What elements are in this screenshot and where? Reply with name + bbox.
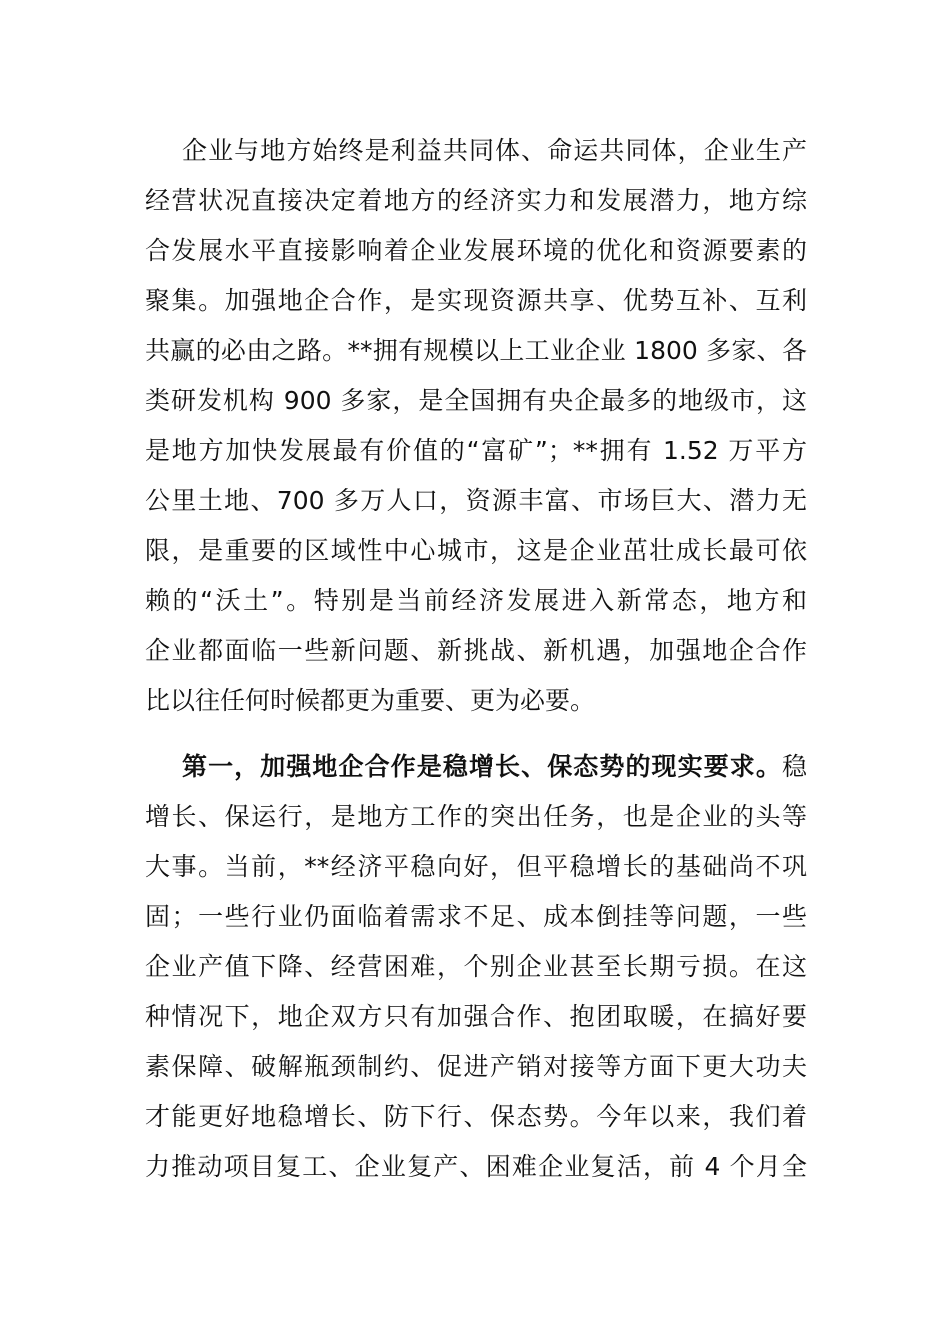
paragraph-spacer bbox=[145, 726, 807, 742]
line-continuation: 稳 bbox=[781, 752, 807, 781]
paragraph-intro bbox=[145, 126, 807, 726]
paragraph-line: 企业与地方始终是利益共同体、命运共同体，企业生产 bbox=[182, 136, 807, 165]
paragraph-line: 共赢的必由之路。**拥有规模以上工业企业 1800 多家、各 bbox=[145, 336, 807, 365]
paragraph-line: 企业都面临一些新问题、新挑战、新机遇，加强地企合作 bbox=[145, 636, 807, 665]
paragraph-line: 增长、保运行，是地方工作的突出任务，也是企业的头等 bbox=[145, 802, 807, 831]
paragraph-line: 限，是重要的区域性中心城市，这是企业茁壮成长最可依 bbox=[145, 536, 807, 565]
paragraph-line: 比以往任何时候都更为重要、更为必要。 bbox=[145, 686, 596, 715]
paragraph-line: 公里土地、700 多万人口，资源丰富、市场巨大、潜力无 bbox=[145, 486, 807, 515]
paragraph-line: 赖的“沃土”。特别是当前经济发展进入新常态，地方和 bbox=[145, 586, 807, 615]
paragraph-line: 种情况下，地企双方只有加强合作、抱团取暖，在搞好要 bbox=[145, 1002, 807, 1031]
paragraph-line: 素保障、破解瓶颈制约、促进产销对接等方面下更大功夫 bbox=[145, 1052, 807, 1081]
paragraph-line: 才能更好地稳增长、防下行、保态势。今年以来，我们着 bbox=[145, 1102, 807, 1131]
paragraph-first-point bbox=[145, 742, 807, 1192]
paragraph-line: 固；一些行业仍面临着需求不足、成本倒挂等问题，一些 bbox=[145, 902, 807, 931]
paragraph-line: 大事。当前，**经济平稳向好，但平稳增长的基础尚不巩 bbox=[145, 852, 807, 881]
paragraph-line: 企业产值下降、经营困难，个别企业甚至长期亏损。在这 bbox=[145, 952, 807, 981]
paragraph-line: 是地方加快发展最有价值的“富矿”；**拥有 1.52 万平方 bbox=[145, 436, 807, 465]
paragraph-line bbox=[145, 742, 807, 792]
paragraph-line: 类研发机构 900 多家，是全国拥有央企最多的地级市，这 bbox=[145, 386, 807, 415]
paragraph-line: 聚集。加强地企合作，是实现资源共享、优势互补、互利 bbox=[145, 286, 807, 315]
paragraph-line: 经营状况直接决定着地方的经济实力和发展潜力，地方综 bbox=[145, 186, 807, 215]
bold-heading: 第一，加强地企合作是稳增长、保态势的现实要求。 bbox=[182, 752, 782, 781]
paragraph-line: 合发展水平直接影响着企业发展环境的优化和资源要素的 bbox=[145, 236, 807, 265]
paragraph-line: 力推动项目复工、企业复产、困难企业复活，前 4 个月全 bbox=[145, 1152, 807, 1181]
document-body bbox=[145, 126, 807, 1192]
